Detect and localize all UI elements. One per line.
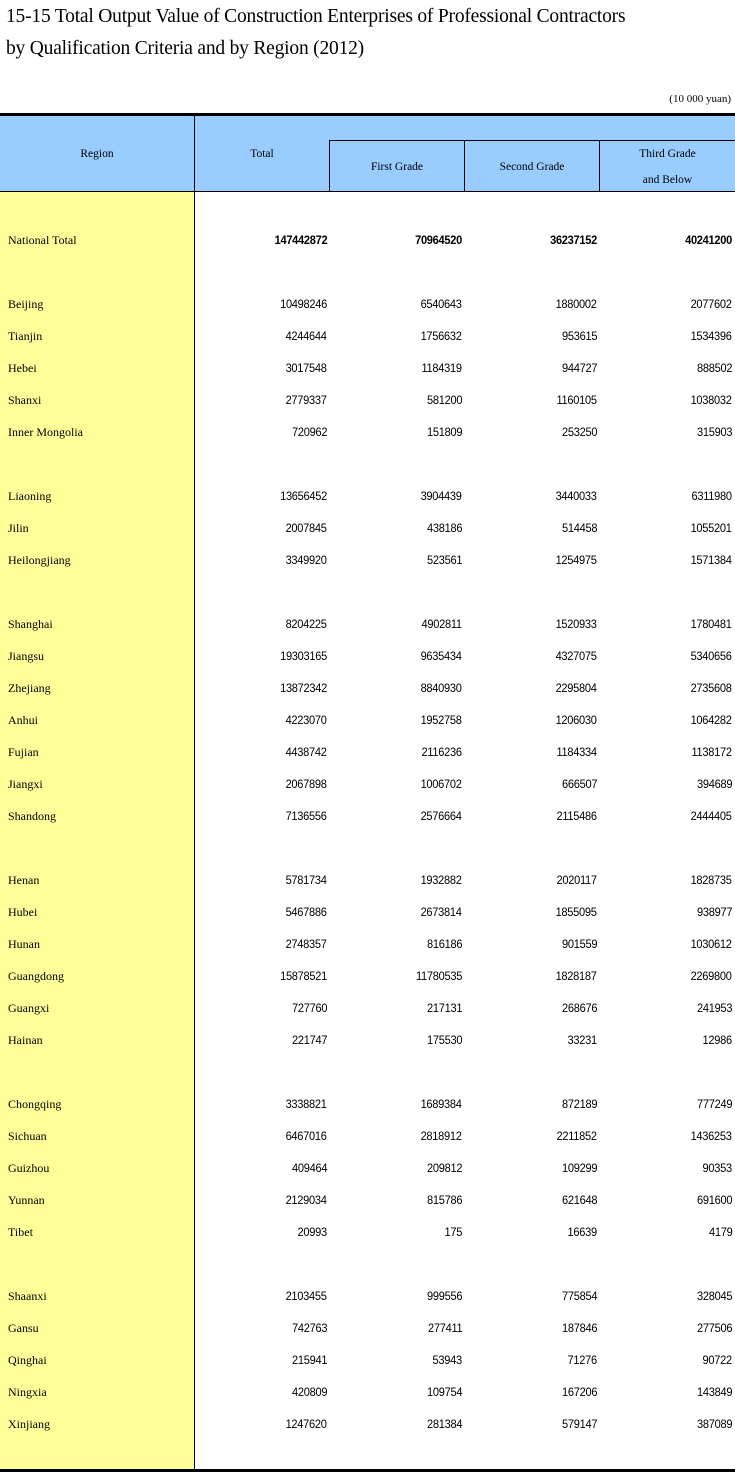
third-grade-value: 315903	[696, 425, 732, 439]
first-grade-value: 1006702	[420, 777, 462, 791]
third-grade-value: 888502	[696, 361, 732, 375]
header-third-grade-line-2: and Below	[642, 174, 693, 186]
second-grade-value: 187846	[561, 1321, 597, 1335]
region-name: Shanghai	[8, 617, 53, 631]
second-grade-value: 1206030	[555, 713, 597, 727]
region-name: Ningxia	[8, 1385, 47, 1399]
first-grade-value: 581200	[426, 393, 462, 407]
third-grade-value: 691600	[696, 1193, 732, 1207]
third-grade-value: 938977	[696, 905, 732, 919]
region-name: Hainan	[8, 1033, 43, 1047]
table-row	[0, 1030, 735, 1050]
first-grade-value: 2673814	[420, 905, 462, 919]
total-value: 8204225	[285, 617, 327, 631]
first-grade-value: 281384	[426, 1417, 462, 1431]
first-grade-value: 109754	[426, 1385, 462, 1399]
third-grade-value: 1534396	[690, 329, 732, 343]
table-row	[0, 294, 735, 314]
total-value: 720962	[291, 425, 327, 439]
first-grade-value: 11780535	[415, 969, 462, 983]
second-grade-value: 2020117	[556, 873, 597, 887]
first-grade-value: 3904439	[420, 489, 462, 503]
table-title-line-1: 15-15 Total Output Value of Construction Enterprises of Professional Contractors	[6, 6, 626, 27]
second-grade-value: 2295804	[555, 681, 597, 695]
second-grade-value: 1160105	[556, 393, 597, 407]
table-row	[0, 806, 735, 826]
first-grade-value: 523561	[426, 553, 462, 567]
second-grade-value: 944727	[561, 361, 597, 375]
second-grade-value: 167206	[561, 1385, 597, 1399]
table-row	[0, 902, 735, 922]
table-row	[0, 614, 735, 634]
first-grade-value: 151809	[426, 425, 462, 439]
region-name: Shanxi	[8, 393, 42, 407]
table-row	[0, 1318, 735, 1338]
region-name: Gansu	[8, 1321, 39, 1335]
second-grade-value: 872189	[561, 1097, 597, 1111]
third-grade-value: 90722	[702, 1353, 732, 1367]
table-row	[0, 518, 735, 538]
header-third-grade-line-1: Third Grade	[639, 148, 696, 160]
table-row	[0, 870, 735, 890]
region-name: Heilongjiang	[8, 553, 71, 567]
total-value: 4244644	[285, 329, 327, 343]
third-grade-value: 2269800	[690, 969, 732, 983]
table-row	[0, 390, 735, 410]
region-name: Hunan	[8, 937, 40, 951]
first-grade-value: 1932882	[420, 873, 462, 887]
table-row	[0, 1126, 735, 1146]
region-name: Guizhou	[8, 1161, 50, 1175]
table-row	[0, 934, 735, 954]
table-row	[0, 774, 735, 794]
total-value: 20993	[297, 1225, 327, 1239]
total-value: 3338821	[285, 1097, 327, 1111]
total-value: 420809	[291, 1385, 327, 1399]
third-grade-value: 277506	[696, 1321, 732, 1335]
total-value: 4223070	[285, 713, 327, 727]
region-name: Beijing	[8, 297, 44, 311]
table-row	[0, 1094, 735, 1114]
third-grade-value: 2077602	[690, 297, 732, 311]
region-name: Jilin	[8, 521, 29, 535]
third-grade-value: 6311980	[691, 489, 732, 503]
first-grade-value: 1689384	[420, 1097, 462, 1111]
region-name: Zhejiang	[8, 681, 51, 695]
region-name: Shaanxi	[8, 1289, 47, 1303]
region-name: Fujian	[8, 745, 39, 759]
first-grade-value: 70964520	[415, 233, 462, 247]
first-grade-value: 4902811	[421, 617, 462, 631]
third-grade-value: 40241200	[685, 233, 732, 247]
third-grade-value: 387089	[696, 1417, 732, 1431]
second-grade-value: 1880002	[555, 297, 597, 311]
first-grade-value: 2576664	[420, 809, 462, 823]
table-row	[0, 646, 735, 666]
second-grade-value: 71276	[567, 1353, 597, 1367]
table-row	[0, 1286, 735, 1306]
third-grade-value: 1436253	[690, 1129, 732, 1143]
third-grade-value: 2444405	[690, 809, 732, 823]
total-value: 727760	[291, 1001, 327, 1015]
first-grade-value: 1184319	[421, 361, 462, 375]
third-grade-value: 241953	[696, 1001, 732, 1015]
region-name: Chongqing	[8, 1097, 62, 1111]
total-value: 215941	[291, 1353, 327, 1367]
first-grade-value: 1952758	[420, 713, 462, 727]
total-value: 13656452	[280, 489, 327, 503]
second-grade-value: 514458	[561, 521, 597, 535]
total-value: 6467016	[285, 1129, 327, 1143]
region-name: Guangxi	[8, 1001, 50, 1015]
second-grade-value: 1828187	[555, 969, 597, 983]
third-grade-value: 1828735	[690, 873, 732, 887]
third-grade-value: 1064282	[690, 713, 732, 727]
region-name: Shandong	[8, 809, 56, 823]
total-value: 5467886	[285, 905, 327, 919]
third-grade-value: 90353	[702, 1161, 732, 1175]
third-grade-value: 4179	[708, 1225, 732, 1239]
total-value: 147442872	[274, 233, 327, 247]
region-name: Qinghai	[8, 1353, 47, 1367]
first-grade-value: 209812	[426, 1161, 462, 1175]
total-value: 221747	[291, 1033, 327, 1047]
table-bottom-border	[0, 1469, 735, 1472]
region-name: Jiangsu	[8, 649, 44, 663]
region-name: Tianjin	[8, 329, 43, 343]
table-row	[0, 1382, 735, 1402]
second-grade-value: 109299	[561, 1161, 597, 1175]
first-grade-value: 277411	[427, 1321, 462, 1335]
region-name: Liaoning	[8, 489, 52, 503]
table-row	[0, 966, 735, 986]
region-name: Jiangxi	[8, 777, 43, 791]
region-name: Tibet	[8, 1225, 33, 1239]
total-value: 2067898	[285, 777, 327, 791]
region-name: Hebei	[8, 361, 37, 375]
third-grade-value: 394689	[696, 777, 732, 791]
total-value: 742763	[291, 1321, 327, 1335]
total-value: 7136556	[285, 809, 327, 823]
first-grade-value: 217131	[426, 1001, 462, 1015]
table-row	[0, 998, 735, 1018]
region-name: Inner Mongolia	[8, 425, 83, 439]
total-value: 4438742	[285, 745, 327, 759]
table-row	[0, 422, 735, 442]
third-grade-value: 143849	[696, 1385, 732, 1399]
first-grade-value: 175	[444, 1225, 462, 1239]
table-row	[0, 742, 735, 762]
header-first-grade: First Grade	[370, 161, 424, 173]
region-name: Anhui	[8, 713, 38, 727]
second-grade-value: 2115486	[556, 809, 597, 823]
third-grade-value: 1138172	[691, 745, 732, 759]
second-grade-value: 16639	[567, 1225, 597, 1239]
second-grade-value: 666507	[561, 777, 597, 791]
table-row	[0, 1158, 735, 1178]
table-row	[0, 358, 735, 378]
region-column-background	[0, 192, 194, 1469]
total-value: 2779337	[285, 393, 327, 407]
table-row	[0, 710, 735, 730]
second-grade-value: 579147	[561, 1417, 597, 1431]
first-grade-value: 2818912	[420, 1129, 462, 1143]
first-grade-value: 1756632	[420, 329, 462, 343]
total-value: 2129034	[285, 1193, 327, 1207]
second-grade-value: 3440033	[555, 489, 597, 503]
total-value: 19303165	[280, 649, 327, 663]
second-grade-value: 1254975	[555, 553, 597, 567]
second-grade-value: 4327075	[555, 649, 597, 663]
total-value: 2748357	[285, 937, 327, 951]
first-grade-value: 815786	[426, 1193, 462, 1207]
region-name: Henan	[8, 873, 40, 887]
region-name: National Total	[8, 233, 77, 247]
second-grade-value: 775854	[561, 1289, 597, 1303]
total-value: 1247620	[285, 1417, 327, 1431]
table-title-line-2: by Qualification Criteria and by Region (2012)	[6, 38, 364, 59]
region-name: Hubei	[8, 905, 38, 919]
second-grade-value: 901559	[561, 937, 597, 951]
table-row	[0, 1190, 735, 1210]
first-grade-value: 816186	[426, 937, 462, 951]
table-row	[0, 678, 735, 698]
total-value: 3017548	[285, 361, 327, 375]
third-grade-value: 1780481	[690, 617, 732, 631]
third-grade-value: 1571384	[690, 553, 732, 567]
region-name: Guangdong	[8, 969, 64, 983]
region-name: Sichuan	[8, 1129, 47, 1143]
third-grade-value: 1038032	[690, 393, 732, 407]
first-grade-value: 2116236	[421, 745, 462, 759]
second-grade-value: 621648	[561, 1193, 597, 1207]
unit-label: (10 000 yuan)	[669, 93, 731, 105]
header-total: Total	[250, 148, 274, 160]
total-value: 10498246	[280, 297, 327, 311]
second-grade-value: 253250	[561, 425, 597, 439]
table-row	[0, 1350, 735, 1370]
table-row	[0, 326, 735, 346]
total-value: 409464	[291, 1161, 327, 1175]
third-grade-value: 1055201	[690, 521, 732, 535]
second-grade-value: 2211852	[556, 1129, 597, 1143]
total-value: 2103455	[285, 1289, 327, 1303]
second-grade-value: 33231	[567, 1033, 597, 1047]
third-grade-value: 328045	[696, 1289, 732, 1303]
first-grade-value: 438186	[426, 521, 462, 535]
second-grade-value: 1855095	[555, 905, 597, 919]
total-value: 2007845	[285, 521, 327, 535]
table-row	[0, 550, 735, 570]
third-grade-value: 5340656	[690, 649, 732, 663]
third-grade-value: 12986	[702, 1033, 732, 1047]
second-grade-value: 36237152	[550, 233, 597, 247]
first-grade-value: 999556	[426, 1289, 462, 1303]
table-row	[0, 1222, 735, 1242]
first-grade-value: 53943	[432, 1353, 462, 1367]
first-grade-value: 175530	[426, 1033, 462, 1047]
header-region: Region	[80, 148, 114, 160]
second-grade-value: 268676	[561, 1001, 597, 1015]
second-grade-value: 953615	[561, 329, 597, 343]
second-grade-value: 1184334	[556, 745, 597, 759]
first-grade-value: 9635434	[420, 649, 462, 663]
total-value: 13872342	[280, 681, 327, 695]
first-grade-value: 8840930	[420, 681, 462, 695]
third-grade-value: 777249	[696, 1097, 732, 1111]
first-grade-value: 6540643	[420, 297, 462, 311]
second-grade-value: 1520933	[555, 617, 597, 631]
third-grade-value: 1030612	[690, 937, 732, 951]
table-row	[0, 1414, 735, 1434]
total-value: 3349920	[285, 553, 327, 567]
table-row	[0, 486, 735, 506]
total-value: 15878521	[280, 969, 327, 983]
table-row-national-total	[0, 230, 735, 250]
total-value: 5781734	[285, 873, 327, 887]
region-name: Yunnan	[8, 1193, 45, 1207]
header-second-grade: Second Grade	[499, 161, 565, 173]
third-grade-value: 2735608	[690, 681, 732, 695]
region-name: Xinjiang	[8, 1417, 50, 1431]
